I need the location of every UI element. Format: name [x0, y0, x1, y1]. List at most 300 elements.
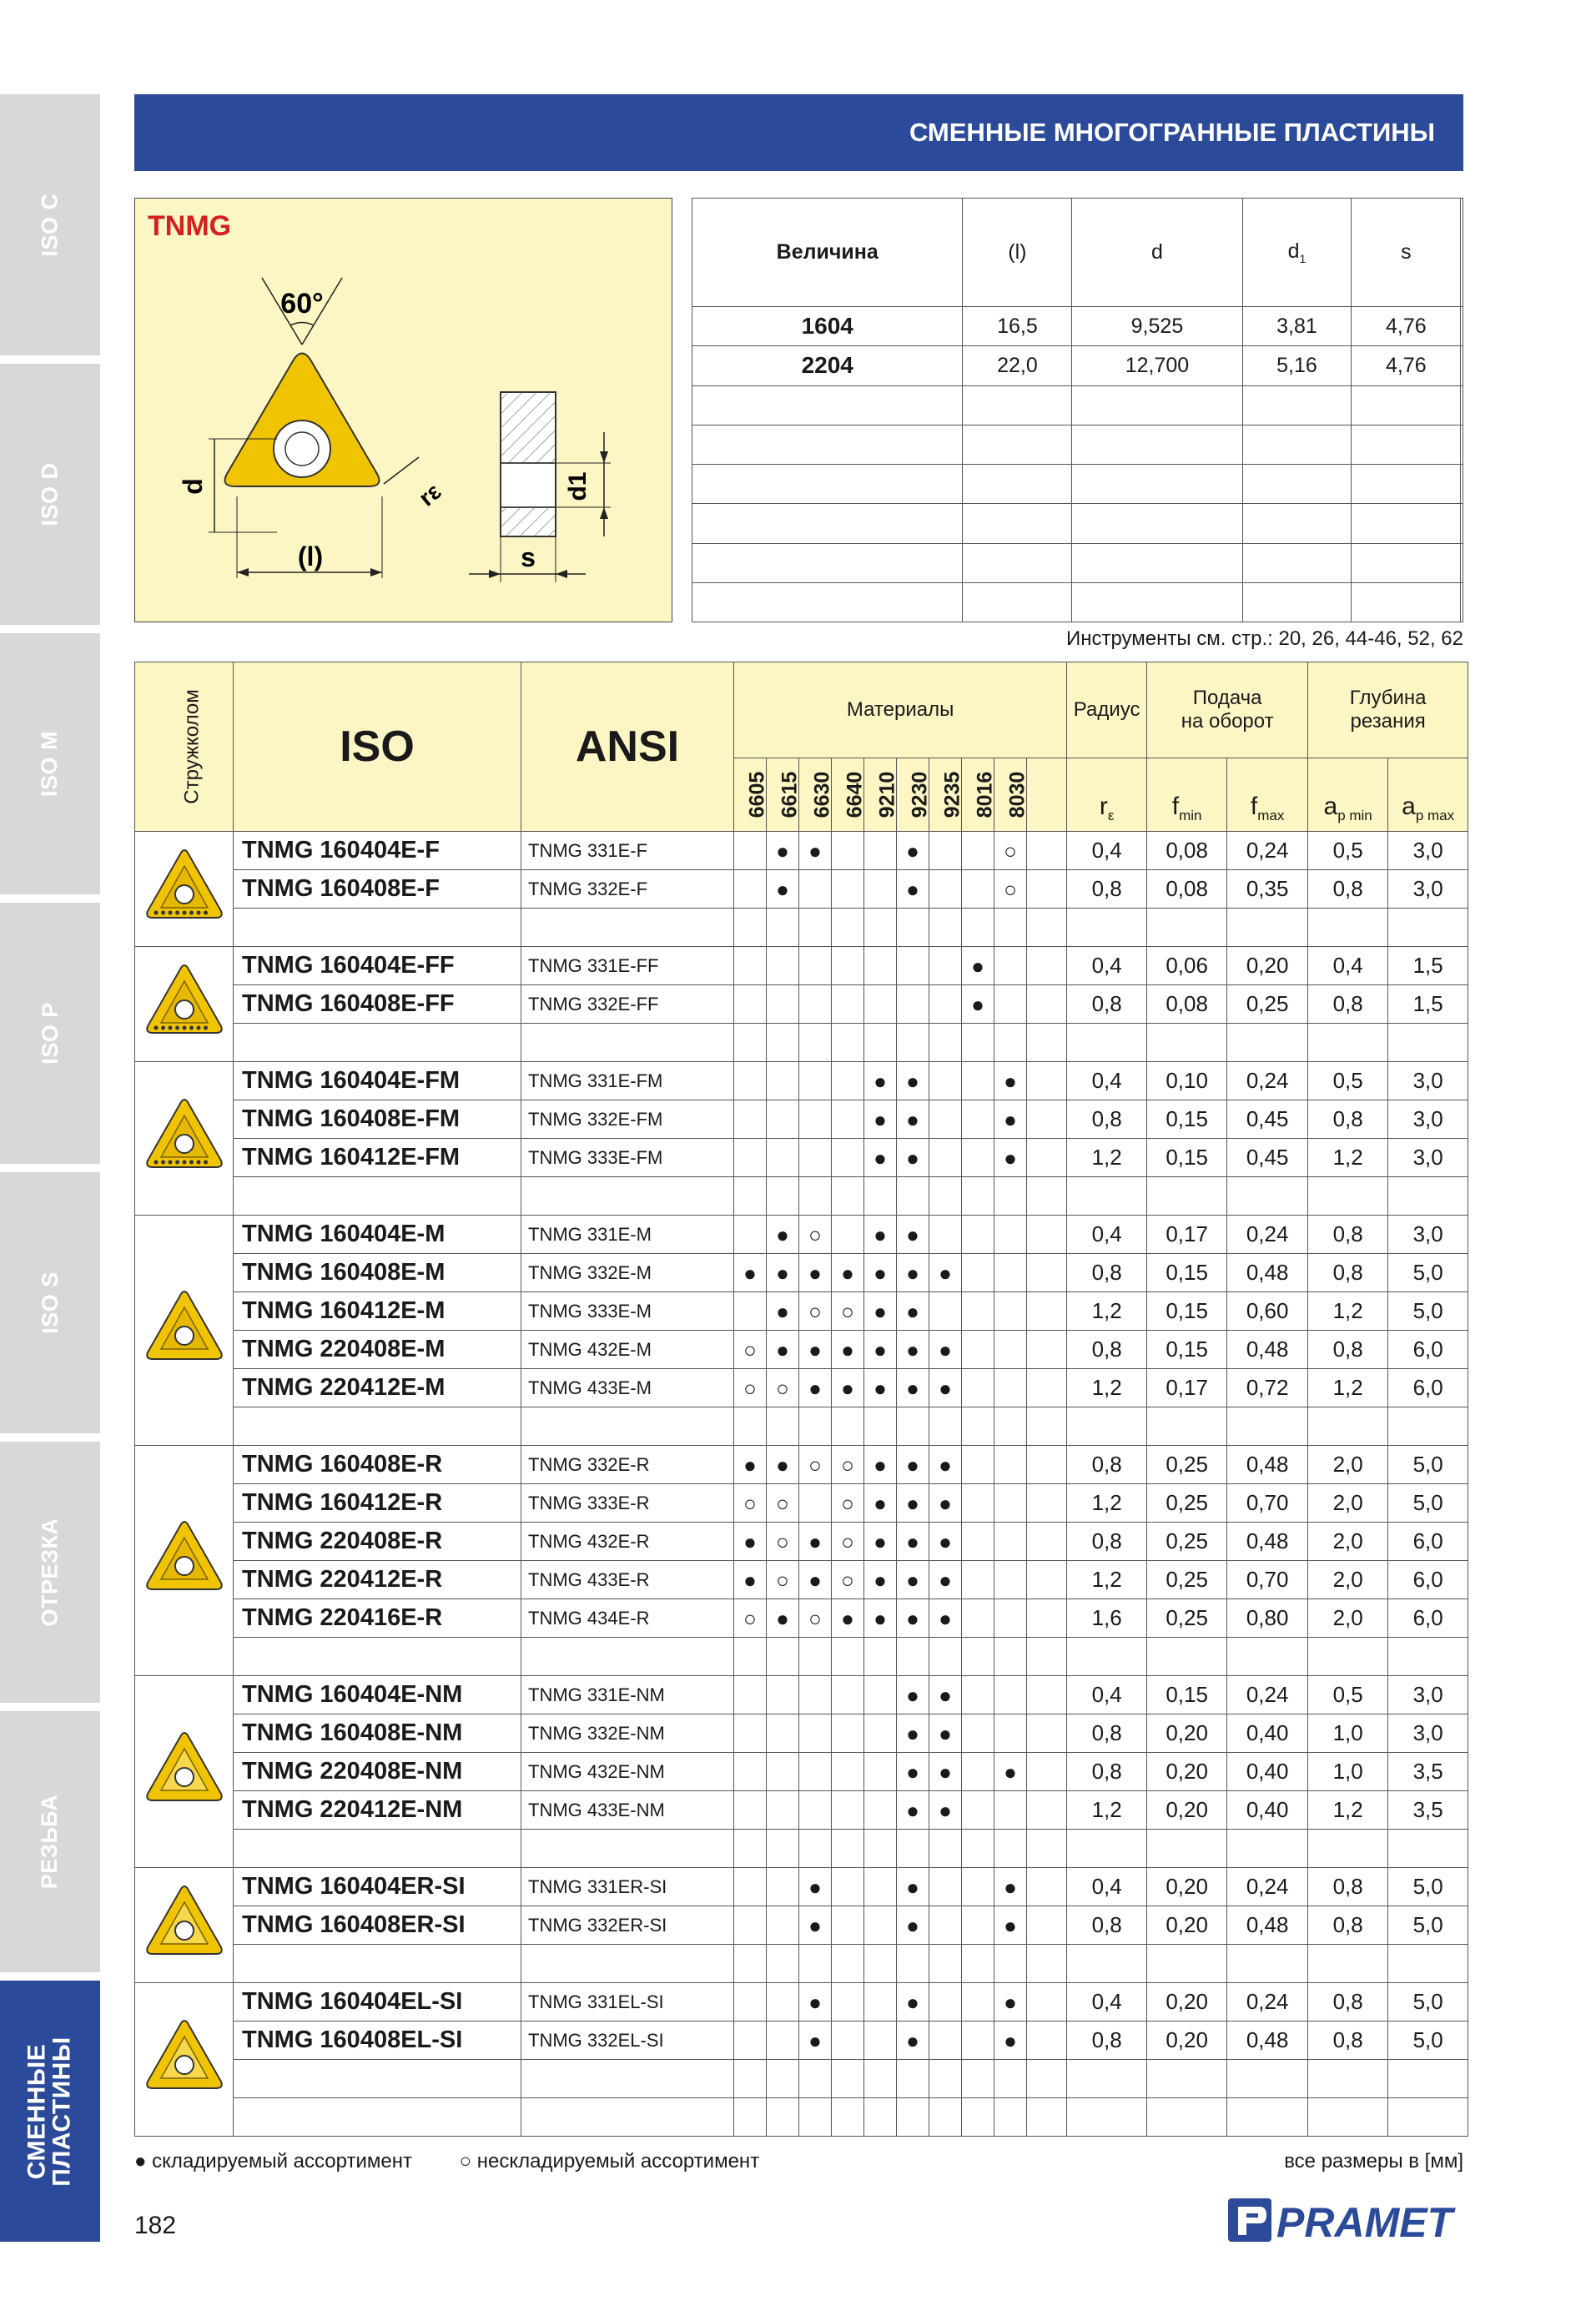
- parameter-value-cell: [1388, 2060, 1468, 2098]
- material-availability-cell: [994, 1714, 1027, 1753]
- parameter-value-cell: 0,20: [1227, 947, 1308, 985]
- size-cell: [1352, 543, 1461, 582]
- parameter-value-cell: 1,2: [1067, 1484, 1147, 1523]
- material-availability-cell: ●: [832, 1254, 864, 1292]
- iso-code-cell: TNMG 160412E-FM: [234, 1139, 521, 1177]
- parameter-value-cell: [1388, 909, 1468, 947]
- material-availability-cell: [767, 1868, 799, 1906]
- col-feed: Подача на оборот: [1147, 662, 1308, 758]
- size-cell: [1461, 425, 1463, 464]
- material-availability-cell: ○: [734, 1331, 767, 1369]
- material-availability-cell: [929, 832, 962, 870]
- parameter-value-cell: 5,0: [1388, 1254, 1468, 1292]
- parameter-value-cell: 6,0: [1388, 1561, 1468, 1599]
- size-cell: [1072, 582, 1242, 622]
- symbol-sub: p max: [1415, 808, 1455, 823]
- parameter-value-cell: 0,24: [1227, 832, 1308, 870]
- parameter-value-cell: 0,24: [1227, 1983, 1308, 2021]
- material-availability-cell: [962, 2021, 994, 2060]
- parameter-value-cell: 3,0: [1388, 870, 1468, 909]
- material-availability-cell: [734, 1292, 767, 1331]
- parameter-value-cell: 0,8: [1308, 1868, 1388, 1906]
- material-availability-cell: ○: [734, 1369, 767, 1407]
- material-availability-cell: ●: [799, 1983, 832, 2021]
- col-iso: ISO: [234, 662, 521, 832]
- parameter-value-cell: 3,0: [1388, 1062, 1468, 1100]
- material-availability-cell: ○: [832, 1561, 864, 1599]
- parameter-value-cell: 0,5: [1308, 832, 1388, 870]
- material-availability-cell: ●: [897, 1599, 929, 1638]
- size-cell: [1352, 582, 1461, 622]
- parameter-value-cell: 3,0: [1388, 1100, 1468, 1139]
- material-grade-label: 9235: [940, 771, 964, 818]
- ansi-code-cell: TNMG 433E-M: [521, 1369, 734, 1407]
- size-cell: 2204: [692, 346, 963, 385]
- material-availability-cell: [832, 1407, 864, 1446]
- parameter-value-cell: 6,0: [1388, 1331, 1468, 1369]
- table-row: [135, 1292, 1468, 1331]
- parameter-value-cell: [1147, 1177, 1227, 1216]
- dim-l-label: (l): [297, 541, 324, 571]
- material-availability-cell: [799, 1830, 832, 1868]
- material-availability-cell: [962, 832, 994, 870]
- parameter-value-cell: 2,0: [1308, 1599, 1388, 1638]
- parameter-value-cell: [1227, 2098, 1308, 2137]
- material-spare-cell: [1027, 1523, 1067, 1561]
- parameter-value-cell: 0,25: [1227, 985, 1308, 1024]
- material-availability-cell: ●: [734, 1254, 767, 1292]
- parameter-value-cell: 0,8: [1308, 1216, 1388, 1254]
- size-cell: [1461, 307, 1463, 346]
- material-availability-cell: [832, 1177, 864, 1216]
- parameter-value-cell: 0,15: [1147, 1100, 1227, 1139]
- iso-code-cell: TNMG 220408E-M: [234, 1331, 521, 1369]
- material-availability-cell: ●: [897, 1753, 929, 1791]
- material-availability-cell: ●: [929, 1791, 962, 1830]
- iso-code-cell: TNMG 220408E-R: [234, 1523, 521, 1561]
- material-availability-cell: [962, 1676, 994, 1714]
- material-availability-cell: ●: [864, 1139, 897, 1177]
- parameter-value-cell: [1308, 1830, 1388, 1868]
- ansi-code-cell: TNMG 332E-FF: [521, 985, 734, 1024]
- ansi-code-cell: [521, 909, 734, 947]
- iso-code-cell: [234, 2098, 521, 2137]
- parameter-value-cell: [1308, 2098, 1388, 2137]
- size-cell: 16,5: [963, 307, 1072, 346]
- material-availability-cell: [864, 909, 897, 947]
- iso-code-cell: TNMG 220412E-R: [234, 1561, 521, 1599]
- legend-stocked: ● складируемый ассортимент: [134, 2150, 412, 2173]
- parameter-value-cell: 0,4: [1067, 832, 1147, 870]
- size-row: [692, 543, 1463, 582]
- material-availability-cell: [832, 832, 864, 870]
- parameter-value-cell: 0,15: [1147, 1139, 1227, 1177]
- material-availability-cell: ●: [897, 1484, 929, 1523]
- parameter-value-cell: [1388, 1830, 1468, 1868]
- material-availability-cell: [799, 1753, 832, 1791]
- material-spare-cell: [1027, 1945, 1067, 1983]
- material-availability-cell: [832, 1983, 864, 2021]
- parameter-symbol-header: [1388, 758, 1468, 832]
- material-availability-cell: ●: [734, 1523, 767, 1561]
- ansi-code-cell: TNMG 331EL-SI: [521, 1983, 734, 2021]
- material-grade-header: [767, 758, 802, 832]
- material-availability-cell: [734, 1714, 767, 1753]
- pramet-logo: [1226, 2195, 1463, 2245]
- material-availability-cell: [767, 2098, 799, 2137]
- parameter-value-cell: 2,0: [1308, 1561, 1388, 1599]
- material-availability-cell: [962, 1446, 994, 1484]
- material-availability-cell: [994, 2060, 1027, 2098]
- dim-d1-label: d1: [564, 471, 592, 501]
- material-availability-cell: [897, 909, 929, 947]
- material-availability-cell: [994, 947, 1027, 985]
- parameter-value-cell: 0,48: [1227, 1446, 1308, 1484]
- material-availability-cell: [994, 1331, 1027, 1369]
- material-availability-cell: [962, 1062, 994, 1100]
- size-cell: [1461, 346, 1463, 385]
- material-availability-cell: [897, 1638, 929, 1676]
- sidebar-tab-6[interactable]: [0, 1711, 100, 1972]
- material-availability-cell: [832, 1753, 864, 1791]
- material-availability-cell: [897, 1407, 929, 1446]
- material-spare-cell: [1027, 1868, 1067, 1906]
- parameter-value-cell: [1227, 1024, 1308, 1062]
- parameter-value-cell: 5,0: [1388, 2021, 1468, 2060]
- size-header-cell: [1461, 199, 1463, 307]
- material-availability-cell: [734, 1945, 767, 1983]
- material-availability-cell: ●: [734, 1446, 767, 1484]
- material-availability-cell: [767, 1983, 799, 2021]
- material-spare-cell: [1027, 1177, 1067, 1216]
- size-cell: 3,81: [1242, 307, 1352, 346]
- chipbreaker-insert-icon: [135, 1446, 234, 1676]
- material-availability-cell: [929, 947, 962, 985]
- sidebar-tab-2[interactable]: [0, 633, 100, 894]
- parameter-value-cell: 0,8: [1308, 1254, 1388, 1292]
- parameter-value-cell: 0,15: [1147, 1676, 1227, 1714]
- ansi-code-cell: TNMG 332E-R: [521, 1446, 734, 1484]
- iso-code-cell: TNMG 160408ER-SI: [234, 1906, 521, 1945]
- material-availability-cell: ●: [897, 2021, 929, 2060]
- parameter-value-cell: [1067, 1024, 1147, 1062]
- material-availability-cell: ●: [864, 1599, 897, 1638]
- size-table: [692, 198, 1463, 622]
- parameter-value-cell: [1308, 2060, 1388, 2098]
- material-availability-cell: [767, 909, 799, 947]
- material-availability-cell: [767, 1676, 799, 1714]
- material-spare-cell: [1027, 1100, 1067, 1139]
- material-availability-cell: [962, 1216, 994, 1254]
- material-availability-cell: [767, 1139, 799, 1177]
- material-spare-cell: [1027, 1983, 1067, 2021]
- parameter-value-cell: 0,8: [1308, 2021, 1388, 2060]
- sidebar-tab-5[interactable]: [0, 1442, 100, 1703]
- iso-code-cell: TNMG 160404E-FF: [234, 947, 521, 985]
- table-row: [135, 947, 1468, 985]
- material-availability-cell: [929, 985, 962, 1024]
- material-availability-cell: [864, 1177, 897, 1216]
- material-availability-cell: [929, 2098, 962, 2137]
- sidebar-tab-label: ISO C: [37, 193, 63, 257]
- material-availability-cell: ●: [929, 1753, 962, 1791]
- ansi-code-cell: [521, 1407, 734, 1446]
- material-grade-label: 9230: [908, 771, 932, 818]
- parameter-value-cell: 0,70: [1227, 1561, 1308, 1599]
- size-cell: [1242, 582, 1352, 622]
- parameter-value-cell: 1,2: [1067, 1369, 1147, 1407]
- material-availability-cell: [832, 1830, 864, 1868]
- size-cell: [963, 582, 1072, 622]
- sidebar-tab-4[interactable]: [0, 1172, 100, 1433]
- material-availability-cell: ○: [767, 1523, 799, 1561]
- sidebar-tab-label: ISO S: [37, 1271, 63, 1334]
- material-availability-cell: ●: [864, 1561, 897, 1599]
- material-grade-header: [897, 758, 932, 832]
- ansi-code-cell: TNMG 331E-NM: [521, 1676, 734, 1714]
- material-availability-cell: ○: [994, 832, 1027, 870]
- material-availability-cell: [962, 1753, 994, 1791]
- parameter-value-cell: 1,2: [1308, 1292, 1388, 1331]
- material-spare-cell: [1027, 1292, 1067, 1331]
- material-availability-cell: [897, 1024, 929, 1062]
- material-availability-cell: [832, 2060, 864, 2098]
- ansi-code-cell: [521, 2098, 734, 2137]
- size-cell: [692, 425, 963, 464]
- parameter-value-cell: 0,15: [1147, 1292, 1227, 1331]
- table-row: [135, 1753, 1468, 1791]
- parameter-value-cell: 0,48: [1227, 2021, 1308, 2060]
- material-availability-cell: [799, 870, 832, 909]
- size-cell: [1461, 504, 1463, 543]
- material-availability-cell: [799, 1024, 832, 1062]
- material-grade-label: 8030: [1005, 771, 1030, 818]
- dim-d-label: d: [178, 478, 208, 495]
- material-availability-cell: [767, 1062, 799, 1100]
- material-availability-cell: [929, 1638, 962, 1676]
- material-availability-cell: [767, 1753, 799, 1791]
- ansi-code-cell: TNMG 432E-R: [521, 1523, 734, 1561]
- material-availability-cell: [767, 1906, 799, 1945]
- material-availability-cell: [832, 1945, 864, 1983]
- material-availability-cell: [767, 1024, 799, 1062]
- ansi-code-cell: TNMG 432E-NM: [521, 1753, 734, 1791]
- size-header-cell: (l): [963, 199, 1072, 307]
- material-availability-cell: ●: [994, 1906, 1027, 1945]
- size-cell: [1461, 465, 1463, 504]
- material-availability-cell: [832, 1062, 864, 1100]
- material-availability-cell: [864, 1945, 897, 1983]
- material-availability-cell: ●: [864, 1062, 897, 1100]
- parameter-value-cell: [1147, 2098, 1227, 2137]
- material-grade-header: [734, 758, 767, 832]
- material-spare-header: [1027, 758, 1067, 832]
- insert-code: TNMG: [148, 210, 232, 242]
- material-availability-cell: ●: [799, 1331, 832, 1369]
- size-row: [692, 385, 1463, 425]
- material-availability-cell: ●: [897, 1676, 929, 1714]
- parameter-value-cell: 0,70: [1227, 1484, 1308, 1523]
- parameter-value-cell: 0,48: [1227, 1523, 1308, 1561]
- material-spare-cell: [1027, 1139, 1067, 1177]
- material-availability-cell: [767, 947, 799, 985]
- parameter-value-cell: 0,8: [1308, 1906, 1388, 1945]
- material-availability-cell: [994, 1523, 1027, 1561]
- material-availability-cell: ○: [799, 1446, 832, 1484]
- parameter-value-cell: 0,20: [1147, 1868, 1227, 1906]
- material-availability-cell: [962, 870, 994, 909]
- material-availability-cell: [994, 985, 1027, 1024]
- parameter-value-cell: 5,0: [1388, 1292, 1468, 1331]
- material-availability-cell: ●: [994, 1868, 1027, 1906]
- chipbreaker-insert-icon: [135, 1868, 234, 1983]
- symbol-sub: ε: [1107, 808, 1115, 823]
- table-row-blank: [135, 1024, 1468, 1062]
- size-header-cell: s: [1352, 199, 1461, 307]
- units-note: все размеры в [мм]: [1284, 2150, 1463, 2173]
- material-spare-cell: [1027, 1561, 1067, 1599]
- material-availability-cell: [897, 2098, 929, 2137]
- parameter-value-cell: 1,2: [1308, 1139, 1388, 1177]
- size-cell: [1072, 465, 1242, 504]
- material-availability-cell: [734, 832, 767, 870]
- parameter-value-cell: 5,0: [1388, 1484, 1468, 1523]
- material-availability-cell: [962, 1331, 994, 1369]
- material-availability-cell: ●: [929, 1714, 962, 1753]
- parameter-value-cell: 5,0: [1388, 1868, 1468, 1906]
- parameter-value-cell: 0,48: [1227, 1331, 1308, 1369]
- iso-code-cell: TNMG 220412E-NM: [234, 1791, 521, 1830]
- material-availability-cell: [767, 1638, 799, 1676]
- iso-code-cell: TNMG 160404E-F: [234, 832, 521, 870]
- angle-label: 60°: [280, 288, 324, 320]
- sidebar-tab-0[interactable]: [0, 94, 100, 355]
- material-availability-cell: ●: [799, 1561, 832, 1599]
- material-availability-cell: ○: [832, 1446, 864, 1484]
- parameter-value-cell: [1388, 2098, 1468, 2137]
- material-availability-cell: [962, 1868, 994, 1906]
- material-availability-cell: [962, 1714, 994, 1753]
- sidebar-tab-3[interactable]: [0, 903, 100, 1164]
- material-availability-cell: [929, 1945, 962, 1983]
- material-availability-cell: ●: [897, 1062, 929, 1100]
- tools-reference-note: Инструменты см. стр.: 20, 26, 44-46, 52, 62: [1065, 627, 1463, 650]
- parameter-value-cell: 0,4: [1308, 947, 1388, 985]
- parameter-value-cell: 1,6: [1067, 1599, 1147, 1638]
- material-availability-cell: [994, 1292, 1027, 1331]
- parameter-value-cell: [1147, 2060, 1227, 2098]
- insert-drawing: [134, 198, 672, 622]
- size-cell: 9,525: [1072, 307, 1242, 346]
- material-spare-cell: [1027, 1714, 1067, 1753]
- material-availability-cell: ○: [994, 870, 1027, 909]
- material-availability-cell: [799, 1177, 832, 1216]
- material-availability-cell: [832, 947, 864, 985]
- material-availability-cell: [734, 1753, 767, 1791]
- parameter-value-cell: 0,24: [1227, 1868, 1308, 1906]
- material-availability-cell: [799, 1945, 832, 1983]
- material-availability-cell: ●: [994, 1753, 1027, 1791]
- material-availability-cell: ●: [897, 1446, 929, 1484]
- material-spare-cell: [1027, 1791, 1067, 1830]
- size-cell: 12,700: [1072, 346, 1242, 385]
- parameter-value-cell: 1,2: [1308, 1791, 1388, 1830]
- material-availability-cell: [962, 1599, 994, 1638]
- material-availability-cell: [864, 1906, 897, 1945]
- size-cell: [963, 504, 1072, 543]
- material-spare-cell: [1027, 1024, 1067, 1062]
- parameter-value-cell: [1067, 2098, 1147, 2137]
- parameter-symbol-header: [1067, 758, 1147, 832]
- material-availability-cell: [799, 2060, 832, 2098]
- iso-code-cell: TNMG 160408E-F: [234, 870, 521, 909]
- material-grade-label: 6640: [843, 771, 867, 818]
- material-availability-cell: ●: [799, 1369, 832, 1407]
- parameter-value-cell: 5,0: [1388, 1983, 1468, 2021]
- material-availability-cell: ●: [767, 1292, 799, 1331]
- sidebar-tab-1[interactable]: [0, 364, 100, 625]
- material-availability-cell: [799, 2098, 832, 2137]
- size-header-text: d: [1287, 239, 1300, 263]
- material-availability-cell: [994, 1216, 1027, 1254]
- parameter-value-cell: 0,20: [1147, 1791, 1227, 1830]
- material-availability-cell: ○: [832, 1523, 864, 1561]
- size-row: [692, 425, 1463, 464]
- material-availability-cell: [929, 2060, 962, 2098]
- material-availability-cell: ○: [832, 1484, 864, 1523]
- material-availability-cell: [962, 1407, 994, 1446]
- size-cell: [692, 385, 963, 425]
- parameter-value-cell: 3,0: [1388, 1676, 1468, 1714]
- ansi-code-cell: TNMG 332E-M: [521, 1254, 734, 1292]
- material-availability-cell: [799, 1407, 832, 1446]
- material-availability-cell: [734, 2060, 767, 2098]
- parameter-value-cell: 0,24: [1227, 1216, 1308, 1254]
- material-availability-cell: [767, 1100, 799, 1139]
- sidebar-tab-7[interactable]: [0, 1981, 100, 2242]
- material-availability-cell: ●: [767, 832, 799, 870]
- chipbreaker-insert-icon: [135, 947, 234, 1062]
- parameter-value-cell: 0,4: [1067, 1676, 1147, 1714]
- symbol-main: a: [1402, 793, 1416, 820]
- parameter-value-cell: 0,8: [1308, 870, 1388, 909]
- parameter-value-cell: 0,8: [1308, 1100, 1388, 1139]
- size-row: [692, 307, 1463, 346]
- material-availability-cell: [962, 1906, 994, 1945]
- material-availability-cell: ●: [864, 1331, 897, 1369]
- material-availability-cell: [994, 1791, 1027, 1830]
- iso-code-cell: TNMG 160404ER-SI: [234, 1868, 521, 1906]
- parameter-value-cell: 0,20: [1147, 1983, 1227, 2021]
- parameter-value-cell: [1067, 909, 1147, 947]
- material-spare-cell: [1027, 1369, 1067, 1407]
- material-spare-cell: [1027, 1331, 1067, 1369]
- material-availability-cell: [832, 1638, 864, 1676]
- parameter-value-cell: 0,8: [1067, 1714, 1147, 1753]
- material-availability-cell: ●: [962, 985, 994, 1024]
- page-header: [134, 94, 1463, 171]
- parameter-value-cell: 0,25: [1147, 1599, 1227, 1638]
- material-availability-cell: ●: [929, 1676, 962, 1714]
- material-spare-cell: [1027, 1906, 1067, 1945]
- iso-code-cell: [234, 1024, 521, 1062]
- size-cell: [1352, 504, 1461, 543]
- sidebar-tab-label: СМЕННЫЕ ПЛАСТИНЫ: [23, 2036, 76, 2187]
- parameter-value-cell: 0,8: [1067, 1331, 1147, 1369]
- parameter-value-cell: 2,0: [1308, 1484, 1388, 1523]
- material-availability-cell: ●: [864, 1216, 897, 1254]
- iso-code-cell: [234, 1830, 521, 1868]
